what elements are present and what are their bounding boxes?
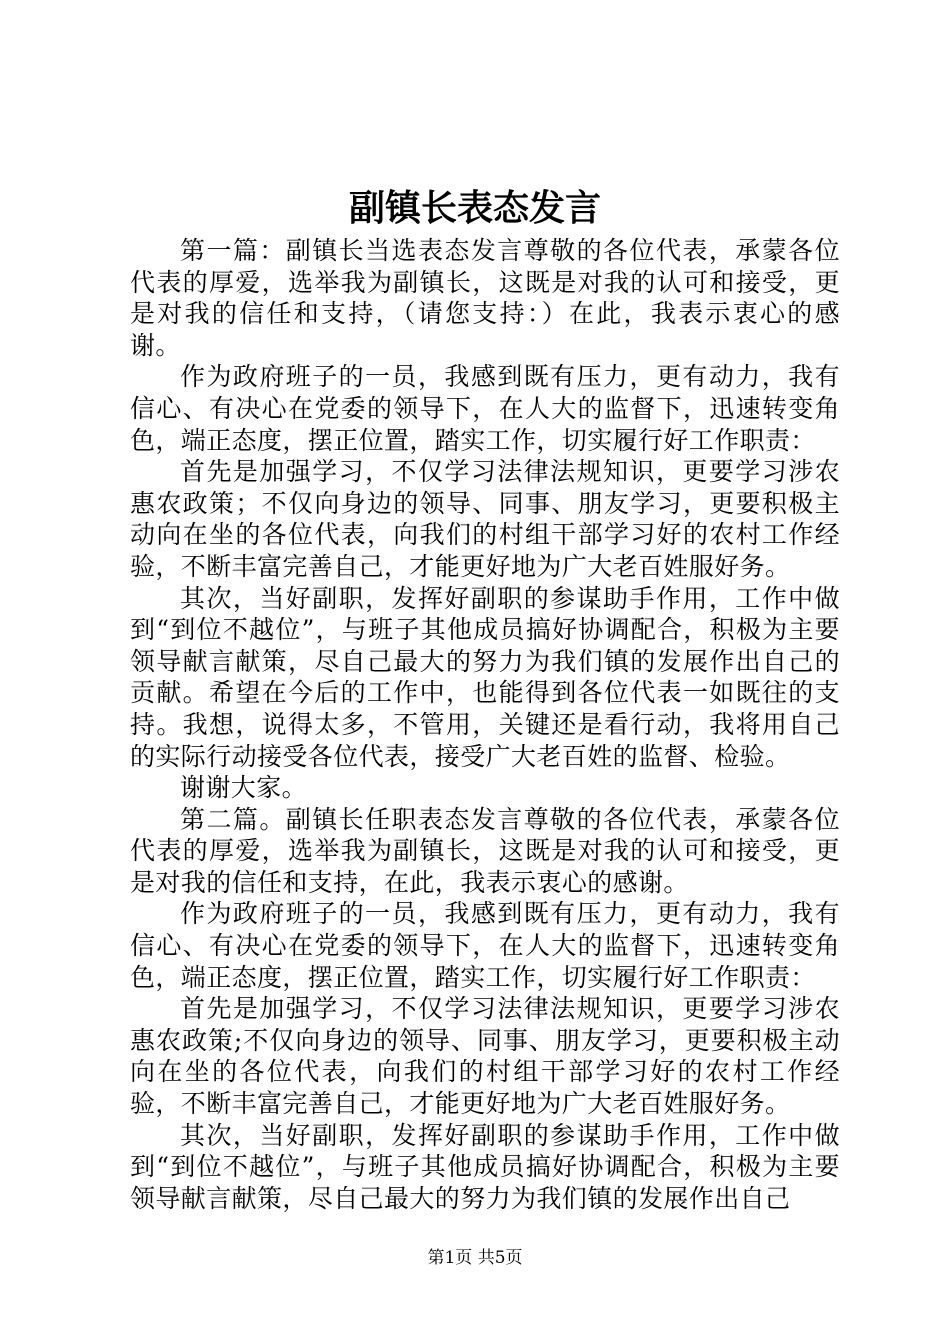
page-number: 第1页 共5页 xyxy=(427,1248,523,1268)
paragraph: 作为政府班子的一员，我感到既有压力，更有动力，我有信心、有决心在党委的领导下，在人大的监督下，迅速转变角色，端正态度，摆正位置，踏实工作，切实履行好工作职责： xyxy=(130,899,840,992)
paragraph: 谢谢大家。 xyxy=(180,773,308,803)
document-body xyxy=(130,235,840,1213)
paragraph: 第二篇。副镇长任职表态发言尊敬的各位代表，承蒙各位代表的厚爱，选举我为副镇长，这既是对我的认可和接受，更是对我的信任和支持，在此，我表示衷心的感谢。 xyxy=(130,804,840,897)
paragraph: 其次，当好副职，发挥好副职的参谋助手作用，工作中做到“到位不越位”，与班子其他成员搞好协调配合，积极为主要领导献言献策，尽自己最大的努力为我们镇的发展作出自己 xyxy=(130,1120,840,1213)
page-footer xyxy=(0,1246,950,1270)
document-title: 副镇长表态发言 xyxy=(348,187,601,229)
paragraph: 第一篇：副镇长当选表态发言尊敬的各位代表，承蒙各位代表的厚爱，选举我为副镇长，这既是对我的认可和接受，更是对我的信任和支持，（请您支持：）在此，我表示衷心的感谢。 xyxy=(130,236,840,360)
paragraph: 首先是加强学习，不仅学习法律法规知识，更要学习涉农惠农政策;不仅向身边的领导、同事、朋友学习，更要积极主动向在坐的各位代表，向我们的村组干部学习好的农村工作经验，不断丰富完善自己，才能更好地为广大老百姓服好务。 xyxy=(130,994,840,1119)
paragraph: 其次，当好副职，发挥好副职的参谋助手作用，工作中做到“到位不越位”，与班子其他成员搞好协调配合，积极为主要领导献言献策，尽自己最大的努力为我们镇的发展作出自己的贡献。希望在今后的工作中，也能得到各位代表一如既往的支持。我想，说得太多，不管用，关键还是看行动，我将用自己的实际行动接受各位代表，接受广大老百姓的监督、检验。 xyxy=(130,583,840,771)
paragraph: 作为政府班子的一员，我感到既有压力，更有动力，我有信心、有决心在党委的领导下，在人大的监督下，迅速转变角色，端正态度，摆正位置，踏实工作，切实履行好工作职责： xyxy=(130,362,840,455)
paragraph: 首先是加强学习，不仅学习法律法规知识，更要学习涉农惠农政策；不仅向身边的领导、同事、朋友学习，更要积极主动向在坐的各位代表，向我们的村组干部学习好的农村工作经验，不断丰富完善自己，才能更好地为广大老百姓服好务。 xyxy=(130,457,840,581)
